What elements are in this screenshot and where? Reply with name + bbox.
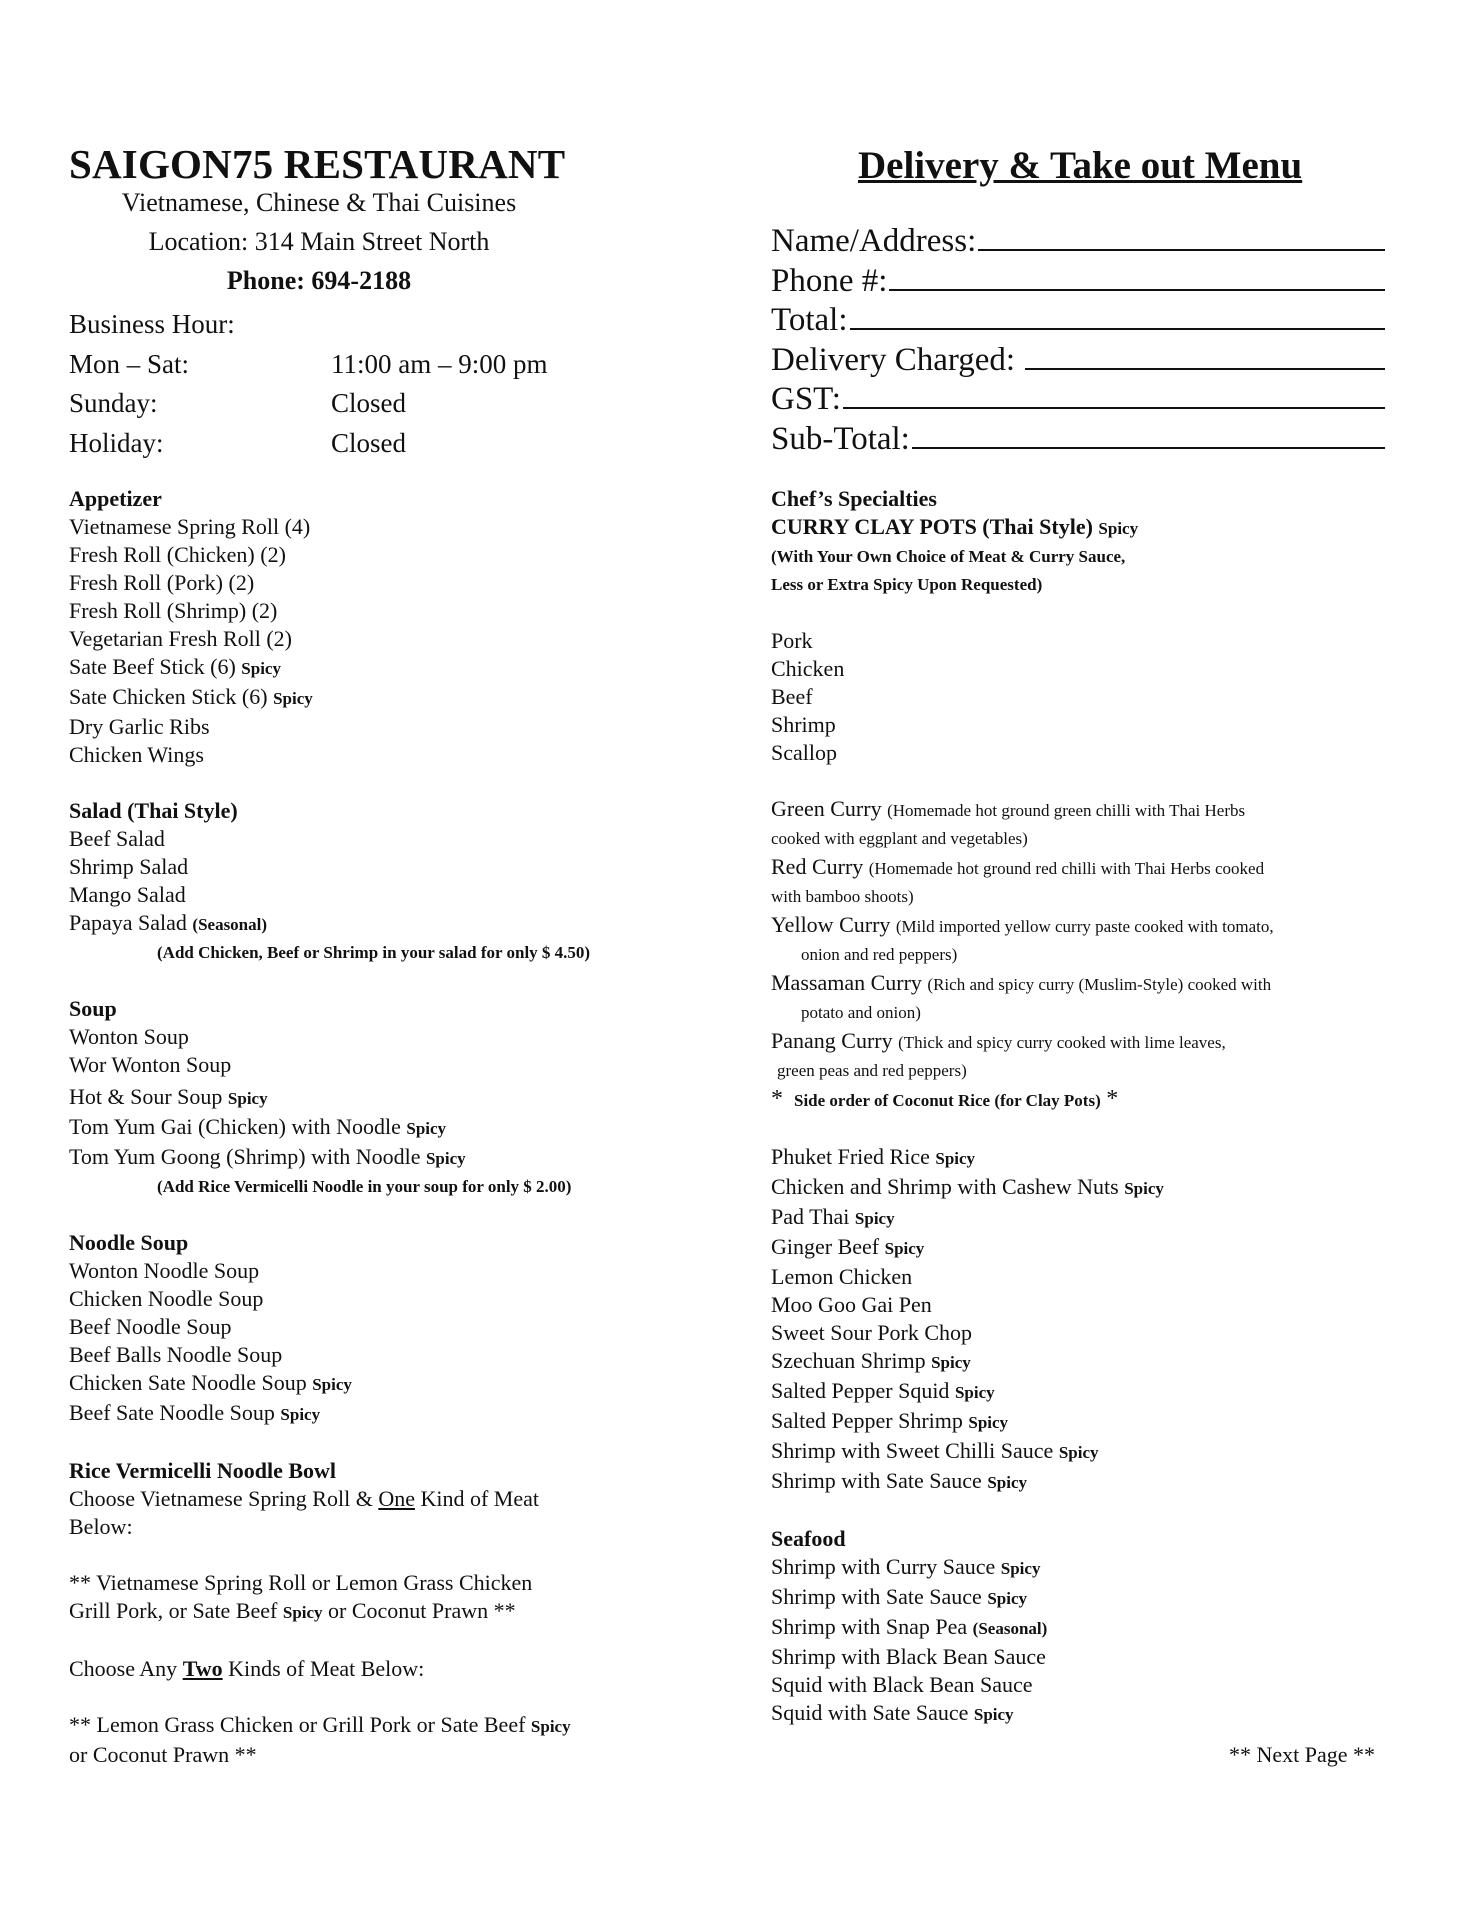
delivery-field[interactable] bbox=[1025, 342, 1385, 370]
spacer bbox=[69, 1683, 709, 1711]
spicy-tag: Spicy bbox=[425, 1149, 466, 1168]
menu-item bbox=[771, 1377, 1391, 1407]
item-name: Shrimp with Sweet Chilli Sauce bbox=[771, 1438, 1054, 1463]
section-heading: Noodle Soup bbox=[69, 1230, 189, 1255]
form-label: Name/Address: bbox=[771, 223, 977, 259]
location: Location: 314 Main Street North bbox=[148, 227, 490, 256]
name-address-field[interactable] bbox=[978, 223, 1385, 251]
right-sections bbox=[771, 485, 1391, 1797]
menu-item bbox=[771, 1173, 1391, 1203]
text-fragment: Choose Any bbox=[69, 1656, 183, 1681]
asterisk-icon: * bbox=[1106, 1086, 1119, 1112]
hours-time: Closed bbox=[331, 388, 407, 418]
text-fragment: Kinds of Meat Below: bbox=[222, 1656, 425, 1681]
menu-item bbox=[771, 1203, 1391, 1233]
business-hours bbox=[69, 305, 548, 463]
emphasis-two: Two bbox=[182, 1656, 223, 1681]
section-heading: Salad (Thai Style) bbox=[69, 798, 238, 823]
form-label: Total: bbox=[771, 302, 848, 338]
menu-item: Beef Balls Noodle Soup bbox=[69, 1342, 283, 1367]
cuisines: Vietnamese, Chinese & Thai Cuisines bbox=[121, 188, 517, 217]
salad-section bbox=[69, 797, 709, 967]
menu-item: Lemon Chicken bbox=[771, 1264, 913, 1289]
menu-item bbox=[69, 653, 709, 683]
spicy-tag: Spicy bbox=[954, 1383, 995, 1402]
emphasis-one: One bbox=[378, 1486, 415, 1511]
curry-choice-note: Less or Extra Spicy Upon Requested) bbox=[771, 575, 1043, 594]
section-heading: Rice Vermicelli Noodle Bowl bbox=[69, 1458, 337, 1483]
curry-desc: (Homemade hot ground green chilli with Thai Herbs bbox=[887, 801, 1246, 820]
hours-time: Closed bbox=[331, 427, 407, 458]
curry-name: Panang Curry bbox=[771, 1028, 899, 1053]
text-fragment: Grill Pork, or Sate Beef bbox=[69, 1598, 283, 1623]
item-name: Shrimp with Curry Sauce bbox=[771, 1554, 996, 1579]
text-fragment: CURRY CLAY POTS (Thai Style) bbox=[771, 514, 1099, 539]
curry-name: Yellow Curry bbox=[771, 912, 896, 937]
vermicelli-choose-two bbox=[69, 1655, 709, 1683]
next-page-link[interactable]: ** Next Page ** bbox=[1228, 1742, 1375, 1767]
menu-item bbox=[771, 1233, 1391, 1263]
menu-item: Beef Salad bbox=[69, 826, 165, 851]
spicy-tag: Spicy bbox=[312, 1375, 352, 1394]
form-label: Sub-Total: bbox=[771, 420, 910, 457]
text-fragment: ** Lemon Grass Chicken or Grill Pork or Sate Beef bbox=[69, 1712, 531, 1737]
menu-item: Mango Salad bbox=[69, 882, 186, 907]
menu-item: Vegetarian Fresh Roll (2) bbox=[69, 626, 292, 651]
form-row-name-address[interactable] bbox=[771, 222, 1385, 262]
spicy-tag: Spicy bbox=[973, 1705, 1014, 1724]
vermicelli-choose-one bbox=[69, 1485, 709, 1513]
item-name: Shrimp with Snap Pea bbox=[771, 1614, 968, 1639]
menu-item bbox=[771, 1583, 1391, 1613]
vermicelli-option-two-cont: or Coconut Prawn ** bbox=[69, 1742, 257, 1767]
item-name: Salted Pepper Squid bbox=[771, 1378, 950, 1403]
total-field[interactable] bbox=[850, 302, 1385, 330]
menu-item bbox=[69, 1113, 709, 1143]
menu-item: Fresh Roll (Pork) (2) bbox=[69, 570, 255, 595]
menu-title: Delivery & Take out Menu bbox=[858, 144, 1303, 187]
hours-time: 11:00 am – 9:00 pm bbox=[331, 348, 548, 379]
spicy-tag: Spicy bbox=[282, 1603, 323, 1622]
curry-desc-cont: onion and red peppers) bbox=[801, 945, 958, 964]
form-label: Phone #: bbox=[771, 262, 888, 299]
spacer bbox=[69, 1627, 709, 1655]
menu-item bbox=[771, 1467, 1391, 1497]
asterisk-icon: * bbox=[771, 1086, 783, 1112]
item-name: Papaya Salad bbox=[69, 910, 187, 935]
hours-row bbox=[69, 345, 548, 385]
spicy-tag: Spicy bbox=[1000, 1559, 1041, 1578]
phone: Phone: 694-2188 bbox=[226, 266, 412, 295]
item-name: Shrimp with Sate Sauce bbox=[771, 1584, 982, 1609]
seafood-section bbox=[771, 1525, 1391, 1769]
vermicelli-choose-one-cont: Below: bbox=[69, 1514, 133, 1539]
form-row-gst[interactable] bbox=[771, 380, 1385, 420]
specialties-list bbox=[771, 1143, 1391, 1497]
section-heading: Seafood bbox=[771, 1526, 846, 1551]
spicy-tag: Spicy bbox=[854, 1209, 895, 1228]
item-name: Sate Chicken Stick (6) bbox=[69, 684, 268, 709]
spicy-tag: Spicy bbox=[280, 1405, 321, 1424]
item-name: Tom Yum Goong (Shrimp) with Noodle bbox=[69, 1144, 421, 1169]
spacer bbox=[771, 767, 1391, 795]
meat-choice: Chicken bbox=[771, 656, 845, 681]
item-name: Squid with Sate Sauce bbox=[771, 1700, 969, 1725]
item-name: Shrimp with Sate Sauce bbox=[771, 1468, 982, 1493]
menu-item: Wor Wonton Soup bbox=[69, 1052, 232, 1077]
curry-desc-cont: with bamboo shoots) bbox=[771, 887, 914, 906]
spicy-tag: Spicy bbox=[968, 1413, 1009, 1432]
menu-item bbox=[69, 1369, 709, 1399]
text-fragment: Kind of Meat bbox=[414, 1486, 539, 1511]
item-name: Chicken and Shrimp with Cashew Nuts bbox=[771, 1174, 1119, 1199]
form-row-subtotal[interactable] bbox=[771, 420, 1385, 460]
vermicelli-option-one: ** Vietnamese Spring Roll or Lemon Grass Chicken bbox=[69, 1570, 533, 1595]
restaurant-name: SAIGON75 RESTAURANT bbox=[69, 141, 566, 187]
menu-item: Dry Garlic Ribs bbox=[69, 714, 210, 739]
left-sections bbox=[69, 485, 709, 1797]
menu-item: Wonton Soup bbox=[69, 1024, 189, 1049]
spicy-tag: Spicy bbox=[1098, 519, 1139, 538]
menu-item: Chicken Noodle Soup bbox=[69, 1286, 264, 1311]
spicy-tag: Spicy bbox=[1058, 1443, 1099, 1462]
hours-day: Sunday: bbox=[69, 388, 158, 418]
menu-item bbox=[771, 1143, 1391, 1173]
item-name: Sate Beef Stick (6) bbox=[69, 654, 236, 679]
menu-item: Shrimp with Black Bean Sauce bbox=[771, 1644, 1046, 1669]
meat-choice: Scallop bbox=[771, 740, 837, 765]
noodle-soup-section bbox=[69, 1229, 709, 1429]
item-name: Ginger Beef bbox=[771, 1234, 880, 1259]
menu-item bbox=[69, 909, 709, 939]
menu-item: Shrimp Salad bbox=[69, 854, 189, 879]
form-row-total[interactable] bbox=[771, 301, 1385, 341]
spacer bbox=[69, 1541, 709, 1569]
curry-name: Green Curry bbox=[771, 796, 888, 821]
menu-item bbox=[69, 683, 709, 713]
item-name: Pad Thai bbox=[771, 1204, 850, 1229]
spicy-tag: Spicy bbox=[530, 1717, 571, 1736]
menu-item: Chicken Wings bbox=[69, 742, 204, 767]
menu-item bbox=[771, 1437, 1391, 1467]
hours-day: Mon – Sat: bbox=[69, 348, 190, 379]
side-order-line bbox=[771, 1085, 1391, 1115]
meat-choice: Pork bbox=[771, 628, 813, 653]
form-label: GST: bbox=[771, 381, 841, 417]
menu-item bbox=[69, 1399, 709, 1429]
curry-item bbox=[771, 795, 1391, 825]
spicy-tag: Spicy bbox=[987, 1589, 1027, 1608]
section-heading: Appetizer bbox=[69, 486, 162, 511]
text-fragment: or Coconut Prawn ** bbox=[322, 1598, 516, 1623]
spicy-tag: Spicy bbox=[227, 1089, 268, 1108]
meat-choice: Beef bbox=[771, 684, 813, 709]
spicy-tag: Spicy bbox=[935, 1149, 976, 1168]
menu-item bbox=[771, 1613, 1391, 1643]
spicy-tag: Spicy bbox=[987, 1473, 1027, 1492]
spicy-tag: Spicy bbox=[884, 1239, 925, 1258]
item-name: Chicken Sate Noodle Soup bbox=[69, 1370, 307, 1395]
curry-item bbox=[771, 1027, 1391, 1057]
menu-item bbox=[771, 1347, 1391, 1377]
form-row-delivery[interactable] bbox=[771, 341, 1385, 381]
menu-item: Beef Noodle Soup bbox=[69, 1314, 232, 1339]
phone-field[interactable] bbox=[889, 263, 1385, 291]
seasonal-tag: (Seasonal) bbox=[972, 1619, 1048, 1638]
spacer bbox=[771, 599, 1391, 627]
vermicelli-option-two bbox=[69, 1711, 709, 1741]
curry-name: Red Curry bbox=[771, 854, 869, 879]
menu-item: Moo Goo Gai Pen bbox=[771, 1292, 932, 1317]
gst-field[interactable] bbox=[843, 381, 1385, 409]
curry-desc-cont: green peas and red peppers) bbox=[777, 1061, 967, 1080]
spicy-tag: Spicy bbox=[931, 1353, 971, 1372]
item-name: Hot & Sour Soup bbox=[69, 1084, 223, 1109]
menu-item: Vietnamese Spring Roll (4) bbox=[69, 514, 311, 539]
curry-item bbox=[771, 969, 1391, 999]
hours-day: Holiday: bbox=[69, 427, 164, 458]
item-name: Beef Sate Noodle Soup bbox=[69, 1400, 275, 1425]
meat-choice: Shrimp bbox=[771, 712, 836, 737]
item-name: Phuket Fried Rice bbox=[771, 1144, 930, 1169]
curry-desc-cont: cooked with eggplant and vegetables) bbox=[771, 829, 1028, 848]
menu-item: Sweet Sour Pork Chop bbox=[771, 1320, 973, 1345]
curry-desc: (Homemade hot ground red chilli with Thai Herbs cooked bbox=[868, 859, 1265, 878]
menu-item bbox=[771, 1407, 1391, 1437]
curry-desc-cont: potato and onion) bbox=[801, 1003, 921, 1022]
curry-desc: (Thick and spicy curry cooked with lime leaves, bbox=[898, 1033, 1226, 1052]
chef-specialties-section bbox=[771, 485, 1391, 1115]
menu-item: Fresh Roll (Chicken) (2) bbox=[69, 542, 286, 567]
spicy-tag: Spicy bbox=[273, 689, 313, 708]
spicy-tag: Spicy bbox=[241, 659, 281, 678]
vermicelli-section bbox=[69, 1457, 709, 1769]
text-fragment: Choose Vietnamese Spring Roll & bbox=[69, 1486, 379, 1511]
curry-desc: (Rich and spicy curry (Muslim-Style) cooked with bbox=[927, 975, 1272, 994]
spicy-tag: Spicy bbox=[1124, 1179, 1164, 1198]
item-name: Salted Pepper Shrimp bbox=[771, 1408, 963, 1433]
appetizer-section bbox=[69, 485, 709, 769]
item-name: Tom Yum Gai (Chicken) with Noodle bbox=[69, 1114, 401, 1139]
menu-item: Fresh Roll (Shrimp) (2) bbox=[69, 598, 278, 623]
curry-item bbox=[771, 853, 1391, 883]
soup-section bbox=[69, 995, 709, 1201]
spicy-tag: Spicy bbox=[406, 1119, 447, 1138]
menu-item bbox=[771, 1553, 1391, 1583]
seasonal-tag: (Seasonal) bbox=[192, 915, 268, 934]
curry-choice-note: (With Your Own Choice of Meat & Curry Sauce, bbox=[771, 547, 1126, 566]
form-row-phone[interactable] bbox=[771, 262, 1385, 302]
menu-item bbox=[69, 1083, 709, 1113]
subtotal-field[interactable] bbox=[912, 421, 1385, 449]
menu-item: Squid with Black Bean Sauce bbox=[771, 1672, 1033, 1697]
menu-item bbox=[69, 1143, 709, 1173]
menu-item bbox=[771, 1699, 1391, 1729]
curry-name: Massaman Curry bbox=[771, 970, 928, 995]
menu-item: Wonton Noodle Soup bbox=[69, 1258, 260, 1283]
section-heading: Soup bbox=[69, 996, 117, 1021]
section-heading: Chef’s Specialties bbox=[771, 486, 937, 511]
hours-row bbox=[69, 384, 548, 424]
curry-desc: (Mild imported yellow curry paste cooked with tomato, bbox=[895, 917, 1274, 936]
item-name: Szechuan Shrimp bbox=[771, 1348, 926, 1373]
hours-row bbox=[69, 424, 548, 464]
salad-note: (Add Chicken, Beef or Shrimp in your salad for only $ 4.50) bbox=[157, 943, 591, 962]
hours-heading: Business Hour: bbox=[69, 309, 235, 339]
side-order: Side order of Coconut Rice (for Clay Pots) bbox=[794, 1091, 1101, 1110]
form-label: Delivery Charged: bbox=[771, 341, 1016, 378]
vermicelli-option-one-cont bbox=[69, 1597, 709, 1627]
soup-note: (Add Rice Vermicelli Noodle in your soup for only $ 2.00) bbox=[157, 1177, 572, 1196]
curry-clay-pots-title bbox=[771, 513, 1391, 543]
curry-item bbox=[771, 911, 1391, 941]
order-form bbox=[771, 222, 1385, 459]
